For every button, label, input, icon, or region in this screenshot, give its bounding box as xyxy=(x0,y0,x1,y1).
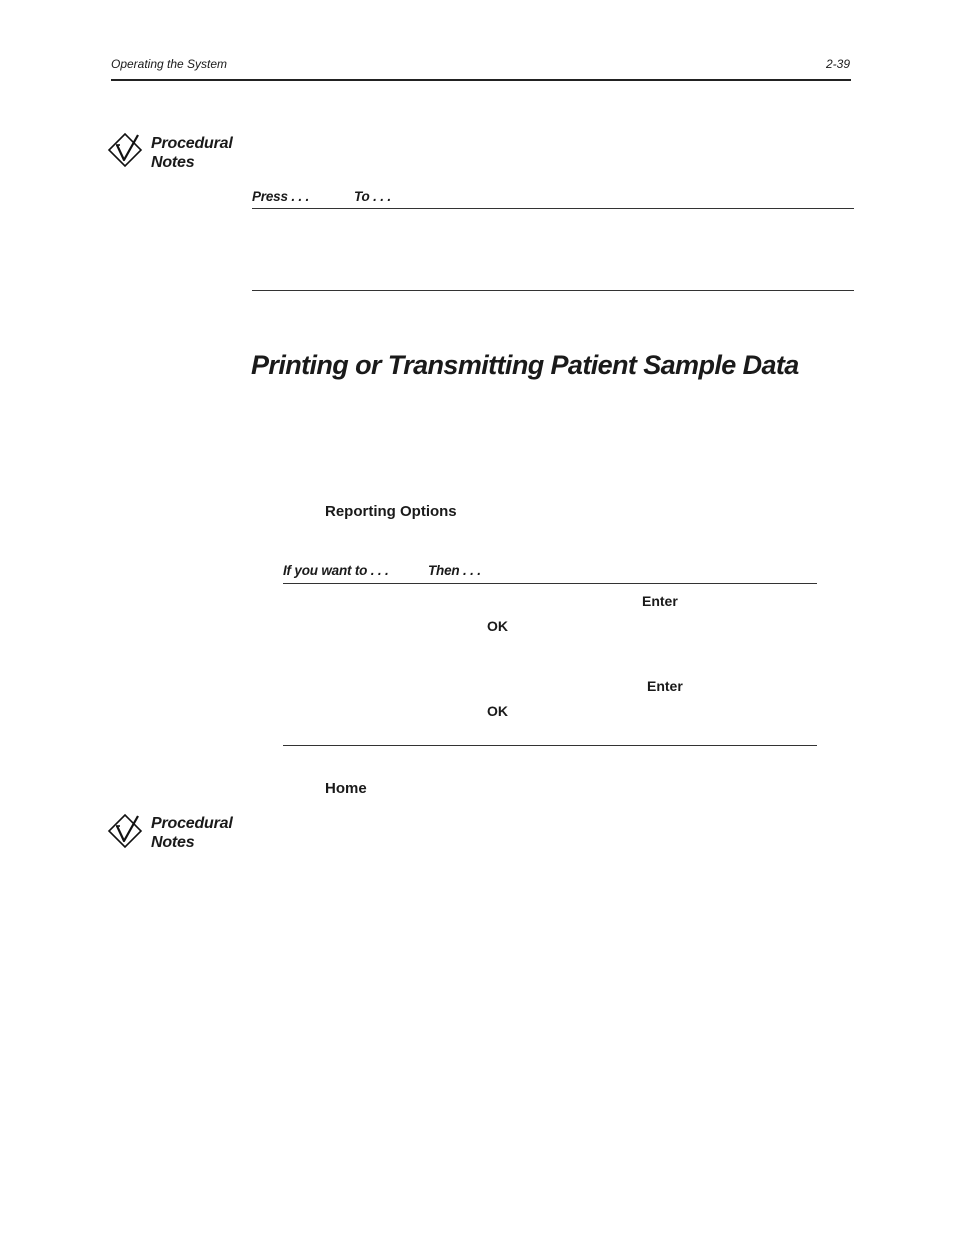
reporting-options-label: Reporting Options xyxy=(325,503,457,520)
procedural-notes-label xyxy=(151,814,233,852)
to-column-header: To . . . xyxy=(354,189,391,204)
options-table-top-rule xyxy=(283,583,817,584)
press-table-bottom-rule xyxy=(252,290,854,291)
section-title: Printing or Transmitting Patient Sample Data xyxy=(251,350,799,380)
procedural-notes-line1: Procedural xyxy=(151,815,233,832)
checkmark-diamond-icon xyxy=(107,813,143,849)
home-key-label: Home xyxy=(325,780,367,797)
procedural-notes-label xyxy=(151,134,233,172)
procedural-notes-line2: Notes xyxy=(151,154,195,171)
if-you-want-column-header: If you want to . . . xyxy=(283,563,389,578)
row1-enter-key: Enter xyxy=(642,593,678,609)
procedural-notes-line2: Notes xyxy=(151,834,195,851)
options-table-bottom-rule xyxy=(283,745,817,746)
procedural-notes-line1: Procedural xyxy=(151,135,233,152)
checkmark-diamond-icon xyxy=(107,132,143,168)
press-table-top-rule xyxy=(252,208,854,209)
running-header-section: Operating the System xyxy=(111,57,228,71)
header-rule xyxy=(111,79,851,81)
row1-ok-key: OK xyxy=(487,618,508,634)
page-number: 2-39 xyxy=(826,57,851,71)
press-column-header: Press . . . xyxy=(252,189,310,204)
then-column-header: Then . . . xyxy=(428,563,481,578)
row2-enter-key: Enter xyxy=(647,678,683,694)
row2-ok-key: OK xyxy=(487,703,508,719)
